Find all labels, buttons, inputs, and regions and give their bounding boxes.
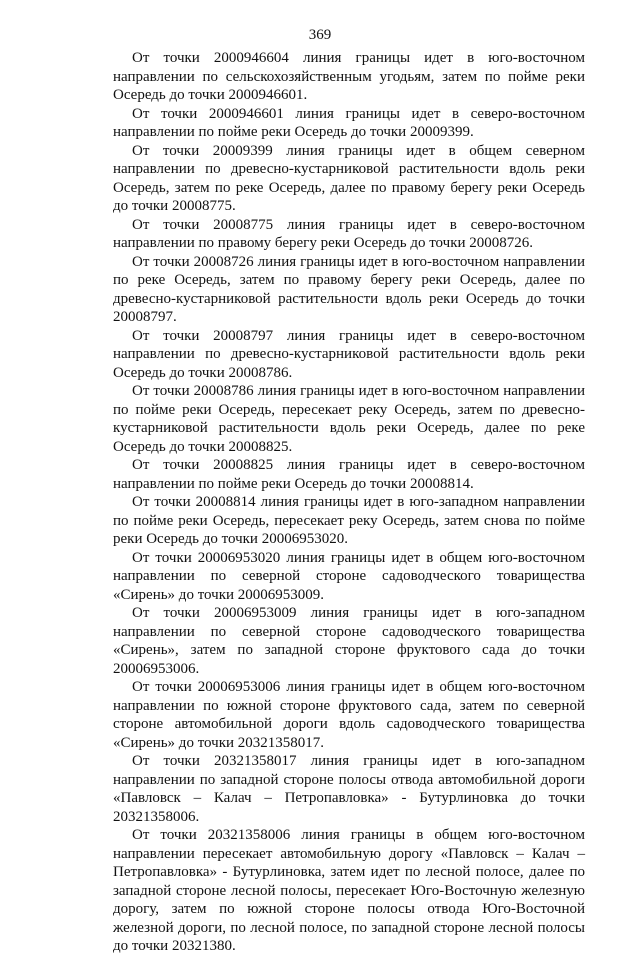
- paragraph: От точки 20008726 линия границы идет в юго-восточном направлении по реке Осередь, затем по правому берегу реки Осередь, далее по древесно-кустарниковой растительности вдоль реки Осередь до точки 20008797.: [113, 253, 585, 325]
- paragraph: От точки 20008797 линия границы идет в северо-восточном направлении по древесно-кустарниковой растительности вдоль реки Осередь до точки 20008786.: [113, 327, 585, 381]
- paragraph: От точки 20008814 линия границы идет в юго-западном направлении по пойме реки Осередь, пересекает реку Осередь, затем снова по пойме реки Осередь до точки 20006953020.: [113, 494, 585, 547]
- paragraph: От точки 20006953009 линия границы идет в юго-западном направлении по северной стороне садоводческого товарищества «Сирень», затем по западной стороне фруктового сада до точки 20006953006.: [113, 605, 585, 677]
- page-number: 369: [308, 27, 332, 43]
- paragraph: От точки 20008786 линия границы идет в юго-восточном направлении по пойме реки Осередь, пересекает реку Осередь, затем по древесно-кустарниковой растительности вдоль реки Осередь, далее по реке Осередь до точки 20008825.: [113, 383, 585, 455]
- paragraph: От точки 20009399 линия границы идет в общем северном направлении по древесно-кустарниковой растительности вдоль реки Осередь, затем по реке Осередь, далее по правому берегу реки Осередь до точки 20008775.: [113, 142, 585, 214]
- document-body: [113, 49, 585, 956]
- paragraph: От точки 20321358006 линия границы в общем юго-восточном направлении пересекает автомобильную дорогу «Павловск – Калач – Петропавловка» - Бутурлиновка, затем идет по лесной полосе, далее по западной стороне лесной полосы, пересекает Юго-Восточную железную дорогу, затем по южной стороне полосы отвода Юго-Восточной железной дороги, по лесной полосе, по западной стороне лесной полосы до точки 20321380.: [113, 827, 585, 954]
- paragraph: От точки 20008775 линия границы идет в северо-восточном направлении по правому берегу реки Осередь до точки 20008726.: [113, 216, 585, 251]
- paragraph: От точки 20321358017 линия границы идет в юго-западном направлении по западной стороне полосы отвода автомобильной дороги «Павловск – Калач – Петропавловка» - Бутурлиновка до точки 20321358006.: [113, 753, 585, 825]
- paragraph: От точки 20006953020 линия границы идет в общем юго-восточном направлении по северной стороне садоводческого товарищества «Сирень» до точки 20006953009.: [113, 549, 585, 603]
- paragraph: От точки 20006953006 линия границы идет в общем юго-восточном направлении по южной стороне фруктового сада, затем по северной стороне автомобильной дороги вдоль садоводческого товарищества «Сирень» до точки 20321358017.: [113, 679, 585, 751]
- paragraph: От точки 2000946604 линия границы идет в юго-восточном направлении по сельскохозяйственным угодьям, затем по пойме реки Осередь до точки 2000946601.: [113, 50, 585, 103]
- paragraph: От точки 2000946601 линия границы идет в северо-восточном направлении по пойме реки Осередь до точки 20009399.: [113, 105, 585, 140]
- paragraph: От точки 20008825 линия границы идет в северо-восточном направлении по пойме реки Осередь до точки 20008814.: [113, 457, 585, 492]
